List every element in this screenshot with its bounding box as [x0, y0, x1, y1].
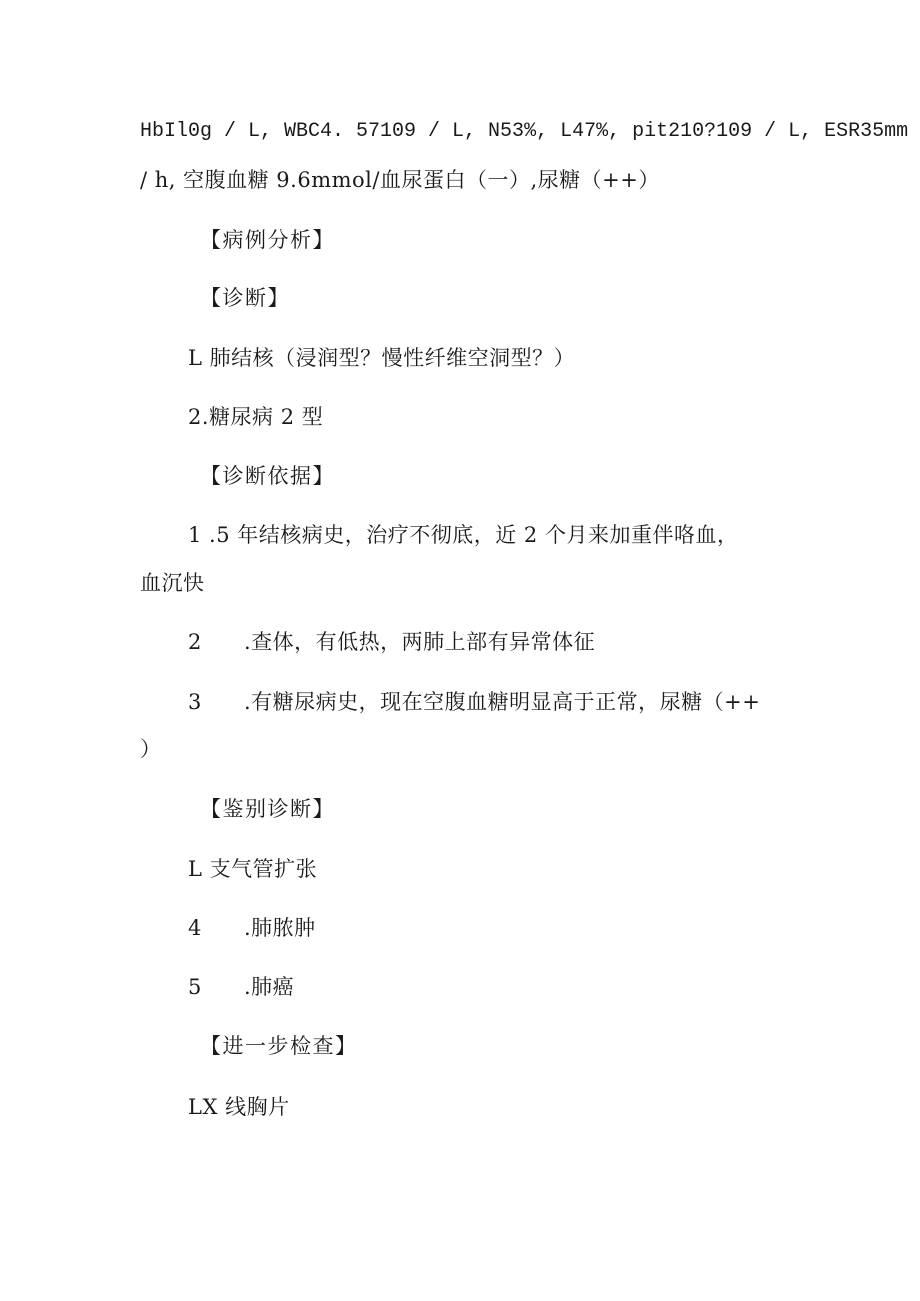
basis-item-3-number: 3 [188, 690, 202, 714]
basis-item-3-text: .有糖尿病史，现在空腹血糖明显高于正常，尿糖（++ [244, 690, 761, 714]
diagnosis-item-1: L 肺结核（浸润型？慢性纤维空洞型？） [188, 346, 576, 370]
basis-item-1-line-2: 血沉快 [140, 571, 205, 595]
lab-results-line-2: / h, 空腹血糖 9.6mmol/血尿蛋白（一）,尿糖（++） [140, 168, 660, 192]
differential-item-2-text: .肺脓肿 [244, 916, 316, 940]
basis-item-1-line-1: 1 .5 年结核病史，治疗不彻底，近 2 个月来加重伴咯血， [188, 523, 739, 547]
basis-item-2 [188, 628, 595, 656]
differential-item-2 [188, 914, 316, 942]
section-heading-further-exam: 【进一步检查】 [200, 1034, 358, 1058]
section-heading-case-analysis: 【病例分析】 [200, 228, 335, 252]
diagnosis-item-2: 2.糖尿病 2 型 [188, 405, 324, 429]
basis-item-2-text: .查体，有低热，两肺上部有异常体征 [244, 630, 596, 654]
section-heading-diagnostic-basis: 【诊断依据】 [200, 464, 335, 488]
exam-item-1: LX 线胸片 [188, 1095, 290, 1119]
differential-item-1: L 支气管扩张 [188, 857, 318, 881]
section-heading-differential: 【鉴别诊断】 [200, 797, 335, 821]
basis-item-2-number: 2 [188, 630, 202, 654]
lab-results-line-1: HbIl0g / L, WBC4. 57109 / L, N53%, L47%, pit210?109 / L, ESR35mm [140, 120, 909, 143]
basis-item-3-line-2: ） [140, 737, 162, 761]
differential-item-3-number: 5 [188, 975, 202, 999]
differential-item-3 [188, 973, 294, 1001]
differential-item-3-text: .肺癌 [244, 975, 295, 999]
basis-item-3 [188, 688, 760, 716]
differential-item-2-number: 4 [188, 916, 202, 940]
section-heading-diagnosis: 【诊断】 [200, 286, 290, 310]
